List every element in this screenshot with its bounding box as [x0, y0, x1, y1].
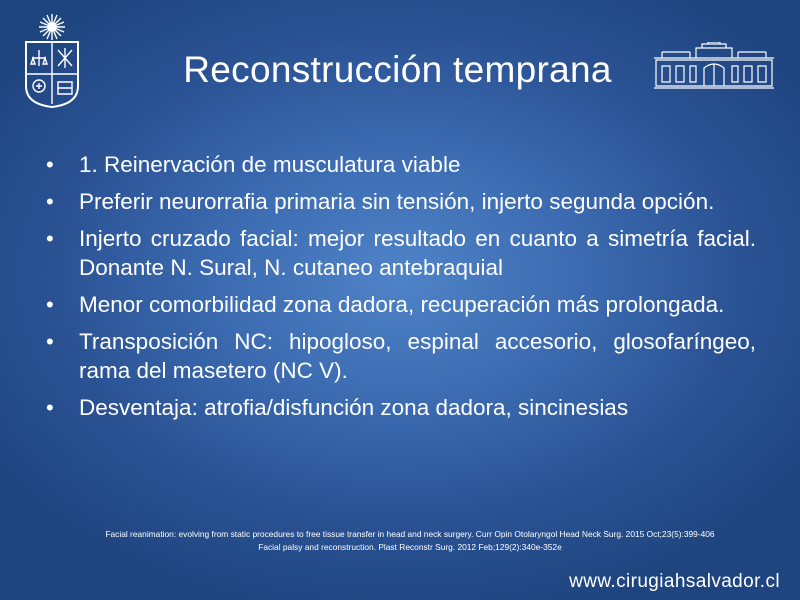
- hospital-building-icon: [652, 42, 776, 90]
- bullet-item: • Menor comorbilidad zona dadora, recuperación más prolongada.: [44, 290, 756, 319]
- references: [60, 528, 760, 554]
- reference-line: Facial palsy and reconstruction. Plast Reconstr Surg. 2012 Feb;129(2):340e-352e: [258, 542, 562, 552]
- bullet-item: • Desventaja: atrofia/disfunción zona dadora, sincinesias: [44, 393, 756, 422]
- reference-line: Facial reanimation: evolving from static procedures to free tissue transfer in head and neck surgery. Curr Opin Otolaryngol Head Neck Surg. 2015 Oct;23(5):399-406: [105, 529, 715, 539]
- bullet-item: • Preferir neurorrafia primaria sin tensión, injerto segunda opción.: [44, 187, 756, 216]
- bullet-item: • Transposición NC: hipogloso, espinal accesorio, glosofaríngeo, rama del masetero (NC V).: [44, 327, 756, 385]
- university-coat-of-arms-icon: [22, 10, 82, 108]
- website-footer: www.cirugiahsalvador.cl: [569, 571, 780, 592]
- bullet-item: • 1. Reinervación de musculatura viable: [44, 150, 756, 179]
- bullet-item: • Injerto cruzado facial: mejor resultado en cuanto a simetría facial. Donante N. Sural, N. cutaneo antebraquial: [44, 224, 756, 282]
- bullet-list: [44, 150, 756, 430]
- page-title: Reconstrucción temprana: [183, 49, 612, 90]
